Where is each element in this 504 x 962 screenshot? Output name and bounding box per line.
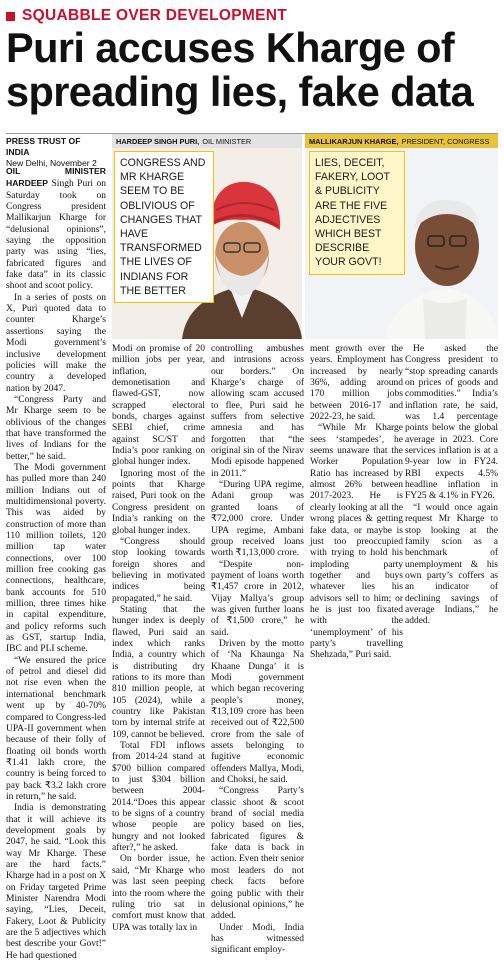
byline-dateline: New Delhi, November 2 <box>6 158 97 168</box>
paragraph: Ignoring most of the points that Kharge raised, Puri took on the Congress president on India’s ranking on the global hunger index. <box>112 468 205 536</box>
photo-caption-puri <box>112 134 302 148</box>
column-5 <box>405 344 498 628</box>
paragraph: Stating that the hunger index is deeply flawed, Puri said an index which ranks India, a country which is distributing dry rations to its more than 810 million people, at 105 (2024), while a country like Pakistan torn by internal strife at 109, cannot be believed. <box>112 604 205 740</box>
photo-panel-puri <box>112 134 302 339</box>
caption-name: MALLIKARJUN KHARGE, <box>309 136 399 146</box>
quote-puri: CONGRESS AND MR KHARGE SEEM TO BE OBLIVIOUS OF CHANGES THAT HAVE TRANSFORMED THE LIVES OF INDIANS FOR THE BETTER <box>114 151 214 303</box>
headline: Puri accuses Kharge of spreading lies, fake data <box>6 24 474 115</box>
paragraph: Modi on promise of 20 million jobs per year, inflation, demonetisation and flawed-GST, now scrapped electoral bonds, charges against SEBI chief, crime against SC/ST and India’s poor ranking on global hunger index. <box>112 344 205 468</box>
paragraph: “Congress Party’s classic shoot & scoot brand of social media policy based on lies, fabricated figures & fake data is back in action. Even their senior most leaders do not check facts before going public with their delusional opinions,” he added. <box>211 786 304 922</box>
column-1 <box>6 166 106 962</box>
column-2 <box>112 344 205 934</box>
photo-caption-kharge <box>305 134 498 148</box>
kicker-text: SQUABBLE OVER DEVELOPMENT <box>22 7 287 24</box>
photo-panel-kharge <box>305 134 498 339</box>
column-3 <box>211 344 304 957</box>
paragraph: “I would once again request Mr Kharge to stop looking at the family scion as a benchmark of unemployment & his own party’s coffers as an indicator of declining savings of average Indians,” he added. <box>405 502 498 627</box>
photo-panels <box>112 134 498 339</box>
caption-name: HARDEEP SINGH PURI, <box>116 136 200 146</box>
byline-agency: PRESS TRUST OF INDIA <box>6 136 81 157</box>
section-kicker <box>6 6 287 26</box>
caption-role: PRESIDENT, CONGRESS <box>401 136 490 146</box>
lead-caps: OIL MINISTER HARDEEP <box>6 166 106 189</box>
paragraph: “We ensured the price of petrol and diesel did not rise even when the international benchmark went up by 40-70% compared to Congress-led UPA-II government when because of their folly of floating oil bonds worth ₹1.41 lakh crore, the country is being forced to pay back ₹3.2 lakh crore in return,” he said. <box>6 655 106 802</box>
paragraph: “Congress should stop looking towards foreign shores and believing in motivated indices being propagated,” he said. <box>112 536 205 604</box>
paragraph: The Modi government has pulled more than 240 million Indians out of multidimensional poverty. This was aided by construction of more than 110 million toilets, 120 million tap water connections, over 100 million free cooking gas connections, healthcare, bank accounts for 510 million, three times hike in capital expenditure, and policy reforms such as GST, startup India, IBC and PLI scheme. <box>6 462 106 655</box>
paragraph: “Despite non-payment of loans worth ₹1,457 crore in 2012, Vijay Mallya’s group was given further loans of ₹1,500 crore,” he said. <box>211 559 304 638</box>
caption-role: OIL MINISTER <box>202 136 252 146</box>
paragraph: He asked the Congress president to “stop spreading canards on prices of goods and commodities.” India’s inflation rate, he said, was 1.4 percentage points below the global average in 2023. Core services inflation is at a 9-year low in FY24. RBI expects 4.5% headline inflation in FY25 & 4.1% in FY26. <box>405 344 498 502</box>
byline <box>6 136 106 169</box>
lead-text: Singh Puri on Saturday took on Congress president Mallikarjun Kharge for “delusional opinions”, saying the opposition party was using “lies, fabricated figures and fake data” in its classic shoot and scoot policy. <box>6 179 106 292</box>
column-4-inner <box>310 344 403 662</box>
paragraph: Driven by the motto of ‘Na Khaunga Na Khaane Dunga’ it is Modi government which began recovering people’s money, ₹13,109 crore has been received out of ₹22,500 crore from the sale of assets belonging to fugitive economic offenders Mallya, Modi, and Choksi, he said. <box>211 638 304 786</box>
kicker-square-icon <box>6 12 15 21</box>
paragraph: On border issue, he said, “Mr Kharge who was last seen peeping into the room where the ruling trio sat in comfort must know that UPA was totally lax in <box>112 854 205 933</box>
lead-paragraph <box>6 166 106 293</box>
quote-kharge: LIES, DECEIT, FAKERY, LOOT & PUBLICITY ARE THE FIVE ADJECTIVES WHICH BEST DESCRIBE YOUR GOVT! <box>309 151 405 275</box>
paragraph: Under Modi, India has witnessed significant employ- <box>211 922 304 956</box>
paragraph: “While Mr Kharge sees ‘stampedes’, he seems unaware that the Worker Population Ratio has increased by almost 26% between 2017-2023. He is clearly looking at all the wrong places & getting fake data, or maybe is just too preoccupied with trying to hold his imploding party together and buys whatever lies his advisors sell to him; or he is just too fixated with the ‘unemployment’ of his party’s travelling Shehzada,” Puri said. <box>310 423 403 661</box>
paragraph: India is demonstrating that it will achieve its development goals by 2047, he said. “Look this way Mr Kharge. These are the hard facts.” Kharge had in a post on X on Friday targeted Prime Minister Narendra Modi saying, “Lies, Deceit, Fakery, Loot & Publicity are the 5 adjectives which best describe your Govt!” He had questioned <box>6 803 106 961</box>
paragraph: In a series of posts on X, Puri quoted data to counter Kharge’s assertions saying the Modi government’s inclusive development policies will make the country a developed nation by 2047. <box>6 292 106 394</box>
paragraph: Total FDI inflows from 2014-24 stand at $700 billion compared to just $304 billion between 2004-2014.“Does this appear to be signs of a country whose people are hungry and not looked after?,” he asked. <box>112 741 205 854</box>
paragraph: ment growth over the years. Employment has increased by nearly 36%, adding around 170 million jobs between 2016-17 and 2022-23, he said. <box>310 344 403 423</box>
paragraph: controlling ambushes and intrusions across our borders.” On Kharge’s charge of allowing scam accused to flee, Puri said he suffers from selective amnesia and has forgotten that “the original sin of the Nirav Modi episode happened in 2011.” <box>211 344 304 479</box>
paragraph: “Congress Party and Mr Kharge seem to be oblivious of the changes that have transformed the lives of Indians for the better,” he said. <box>6 394 106 462</box>
paragraph: “During UPA regime, Adani group was granted loans of ₹72,000 crore. Under UPA regime, Ambani group received loans worth ₹1,13,000 crore. <box>211 480 304 559</box>
